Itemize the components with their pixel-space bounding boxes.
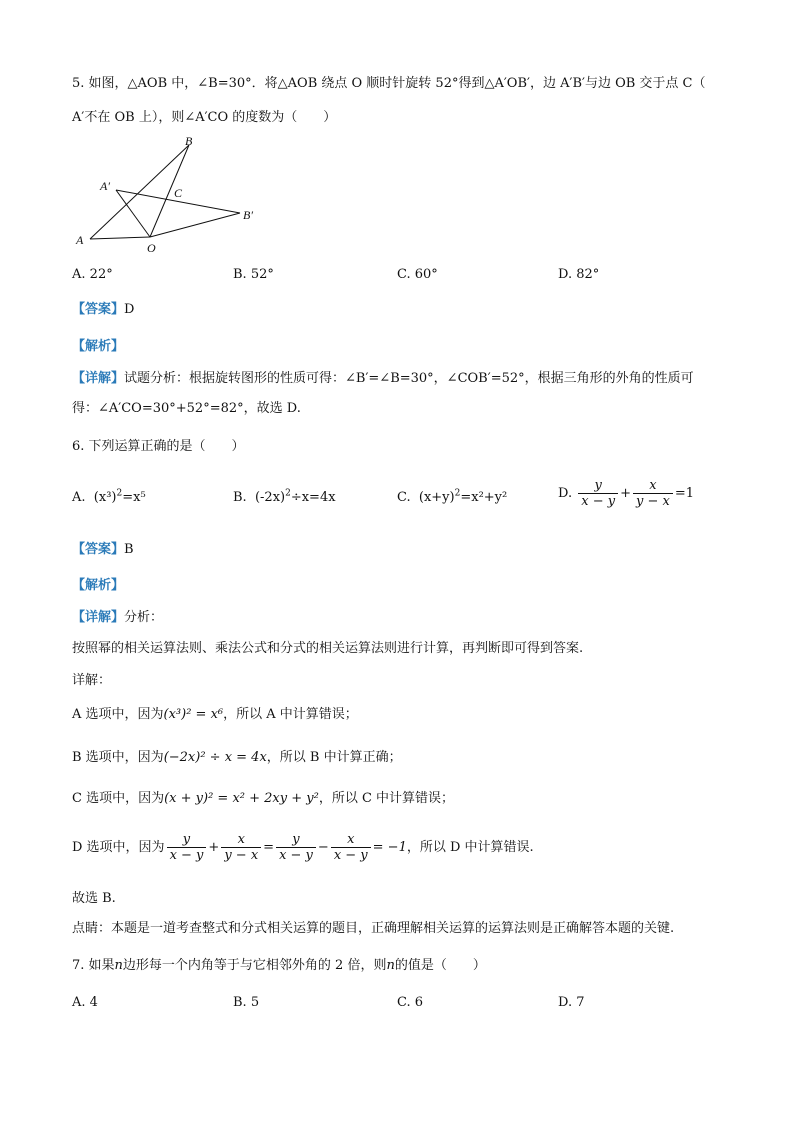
q7-stem: 7. 如果n边形每一个内角等于与它相邻外角的 2 倍，则n的值是（ ） [72, 958, 486, 973]
segment-OB [150, 145, 189, 237]
q5-detail-line2: 得：∠A′CO=30°+52°=82°，故选 D. [72, 401, 301, 416]
q6-line-b: B 选项中，因为(−2x)² ÷ x = 4x，所以 B 中计算正确； [72, 750, 402, 765]
q7-option-a: A. 4 [72, 995, 98, 1010]
q5-detail-line1: 【详解】试题分析：根据旋转图形的性质可得：∠B′=∠B=30°，∠COB′=52°，根据三角形的外角的性质可 [72, 371, 694, 386]
q6-answer: 【答案】B [72, 542, 134, 557]
label-B: B [185, 135, 193, 148]
q5-answer: 【答案】D [72, 302, 135, 317]
q5-option-a: A. 22° [72, 267, 113, 282]
segment-OB' [150, 213, 240, 237]
label-A-prime: A′ [100, 179, 110, 193]
q5-analysis-tag: 【解析】 [72, 339, 125, 354]
q6-option-a: A. $(x^3)^2=x^5$ [72, 488, 146, 505]
q6-line-d: D 选项中，因为 $\frac{y}{x - y}$ + $\frac{x}{y - x}$ = $\frac{y}{x - y}$ − $\frac{x}{x - y}$ = −1，所以 D 中计算错误. [72, 832, 534, 863]
q6-option-c: C. $(x+y)^2=x^2+y^2$ [397, 488, 508, 505]
q7-option-d: D. 7 [558, 995, 585, 1010]
segment-AO [90, 237, 150, 239]
segment-A'O [116, 190, 150, 237]
q5-option-c: C. 60° [397, 267, 438, 282]
q6-detail-label: 详解： [72, 673, 112, 688]
q6-line-c: C 选项中，因为(x + y)² = x² + 2xy + y²，所以 C 中计算错误； [72, 791, 455, 806]
q6-option-d: D. $\frac{y}{x - y}$ + $\frac{x}{y - x}$ =1 [558, 478, 694, 509]
q5-geometry-figure [72, 135, 272, 260]
q5-option-d: D. 82° [558, 267, 600, 282]
q5-stem-line1: 5. 如图，△AOB 中，∠B=30°．将△AOB 绕点 O 顺时针旋转 52°得到△A′OB′，边 A′B′与边 OB 交于点 C（ [72, 76, 706, 91]
q7-option-b: B. 5 [233, 995, 260, 1010]
label-B-prime: B′ [243, 208, 253, 222]
q6-comment: 点睛：本题是一道考查整式和分式相关运算的题目，正确理解相关运算的运算法则是正确解答本题的关键. [72, 921, 675, 936]
q6-conclusion: 故选 B. [72, 891, 116, 906]
q7-option-c: C. 6 [397, 995, 424, 1010]
q6-detail-head: 【详解】分析： [72, 610, 164, 625]
label-A: A [76, 233, 84, 247]
q6-line-a: A 选项中，因为(x³)² = x⁶，所以 A 中计算错误； [72, 707, 358, 722]
q6-method: 按照幂的相关运算法则、乘法公式和分式的相关运算法则进行计算，再判断即可得到答案. [72, 641, 584, 656]
q5-option-b: B. 52° [233, 267, 274, 282]
label-O: O [147, 241, 156, 255]
q6-stem: 6. 下列运算正确的是（ ） [72, 439, 245, 454]
label-C: C [174, 186, 183, 200]
q6-option-b: B. $(-2x)^2\div x=4x$ [233, 488, 336, 505]
q5-stem-line2: A′不在 OB 上），则∠A′CO 的度数为（ ） [72, 110, 337, 125]
q6-analysis-tag: 【解析】 [72, 578, 125, 593]
